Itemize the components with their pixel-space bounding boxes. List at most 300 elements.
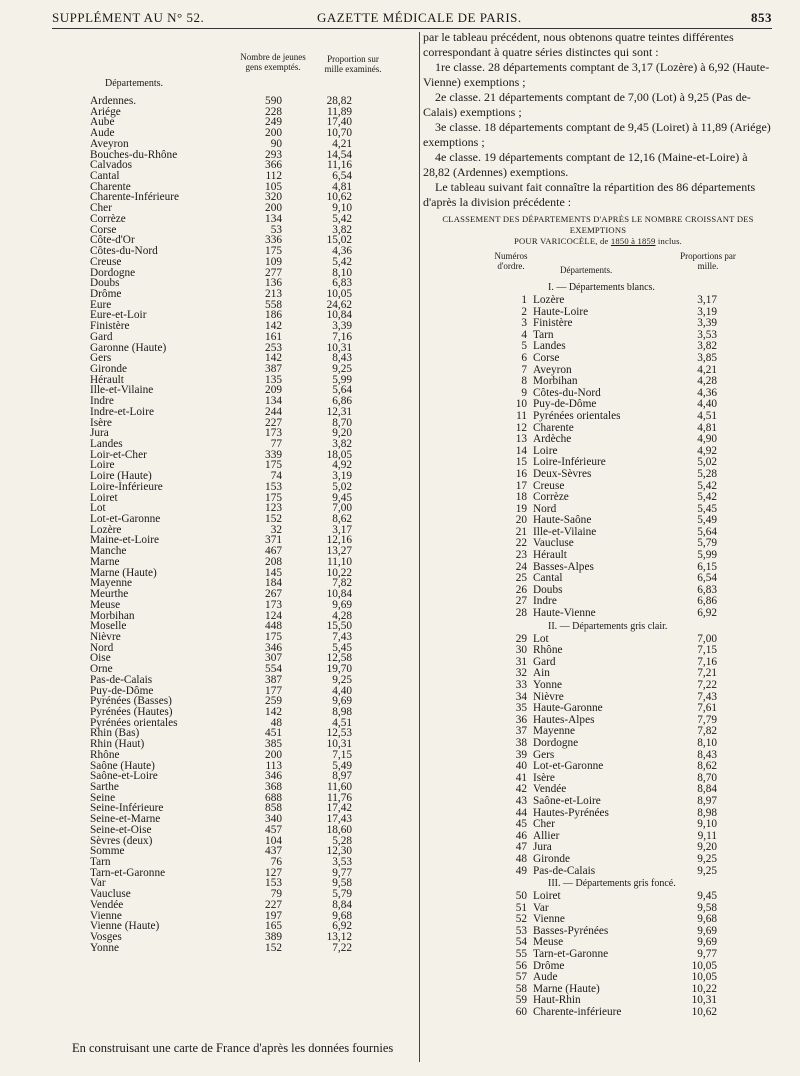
table-row [90, 546, 400, 557]
proportion-cell: 8,10 [697, 736, 717, 749]
proportion-cell: 9,69 [332, 598, 352, 611]
table-row [90, 621, 400, 632]
count-cell: 228 [265, 105, 282, 118]
count-cell: 105 [265, 180, 282, 193]
order-cell: 6 [521, 351, 527, 364]
proportion-cell: 7,16 [697, 655, 717, 668]
table-row [423, 562, 773, 574]
proportion-cell: 5,28 [697, 467, 717, 480]
department-cell: Doubs [533, 583, 563, 596]
proportion-cell: 10,31 [326, 738, 352, 751]
order-cell: 28 [515, 607, 527, 620]
table-row [90, 428, 400, 439]
table-row [90, 578, 400, 589]
count-cell: 688 [265, 791, 282, 804]
order-cell: 24 [515, 560, 527, 573]
proportion-cell: 7,43 [332, 630, 352, 643]
department-cell: Gard [90, 330, 113, 343]
ranking-departments-header: Départements. [560, 265, 613, 275]
table-row [90, 943, 400, 954]
summary-paragraph: Le tableau suivant fait connaître la répartition des 86 départements d'après la division précédente : [423, 180, 756, 209]
department-cell: Côte-d'Or [90, 234, 135, 247]
order-cell: 25 [515, 572, 527, 585]
proportion-cell: 6,54 [332, 170, 352, 183]
department-cell: Haute-Vienne [533, 607, 596, 620]
department-cell: Doubs [90, 277, 120, 290]
department-cell: Vendée [90, 898, 124, 911]
proportion-cell: 5,28 [332, 834, 352, 847]
proportion-cell: 5,79 [697, 537, 717, 550]
proportion-cell: 12,58 [326, 652, 352, 665]
department-cell: Eure-et-Loir [90, 309, 147, 322]
proportion-cell: 4,81 [697, 421, 717, 434]
proportion-cell: 11,76 [327, 791, 352, 804]
count-cell: 53 [270, 223, 282, 236]
table-row [423, 891, 773, 903]
department-cell: Loire [90, 459, 115, 472]
proportion-cell: 9,68 [332, 909, 352, 922]
table-row [90, 246, 400, 257]
proportion-cell: 4,51 [332, 716, 352, 729]
department-cell: Pas-de-Calais [90, 673, 153, 686]
proportion-cell: 11,89 [327, 105, 352, 118]
table-row [90, 750, 400, 761]
proportion-cell: 4,28 [332, 609, 352, 622]
proportion-cell: 9,69 [332, 695, 352, 708]
ranking-table-body [423, 281, 773, 1019]
count-cell: 208 [265, 555, 282, 568]
department-cell: Lozère [533, 294, 565, 306]
count-cell: 366 [265, 159, 282, 172]
table-row [423, 353, 773, 365]
proportion-cell: 5,49 [697, 514, 717, 527]
department-cell: Ariége [90, 105, 121, 118]
department-cell: Marne (Haute) [90, 566, 157, 579]
order-cell: 27 [515, 595, 527, 608]
count-cell: 346 [265, 641, 282, 654]
table-row [423, 668, 773, 680]
proportion-cell: 3,19 [332, 470, 352, 483]
table-row [90, 385, 400, 396]
proportion-cell: 24,62 [326, 298, 352, 311]
table-row [90, 878, 400, 889]
table-row [90, 771, 400, 782]
proportion-cell: 5,45 [697, 502, 717, 515]
department-cell: Vendée [533, 783, 567, 796]
count-cell: 123 [265, 502, 282, 515]
count-cell: 457 [265, 823, 282, 836]
proportion-cell: 8,84 [332, 898, 352, 911]
proportion-cell: 4,92 [697, 444, 717, 457]
proportion-cell: 8,62 [697, 760, 717, 773]
order-cell: 44 [515, 806, 527, 819]
department-cell: Côtes-du-Nord [533, 386, 601, 399]
count-cell: 175 [265, 491, 282, 504]
proportion-cell: 13,27 [326, 545, 352, 558]
table-row [423, 457, 773, 469]
department-cell: Vaucluse [90, 888, 131, 901]
proportion-cell: 9,11 [697, 829, 717, 842]
department-cell: Lot-et-Garonne [90, 513, 161, 526]
table-row [423, 1007, 773, 1019]
proportion-cell: 11,16 [327, 159, 352, 172]
order-cell: 37 [515, 725, 527, 738]
table-row [423, 596, 773, 608]
department-cell: Loiret [90, 491, 118, 504]
department-cell: Marne [90, 555, 120, 568]
department-cell: Vienne [90, 909, 122, 922]
department-cell: Tarn [533, 328, 554, 341]
table-row [423, 819, 773, 831]
department-cell: Côtes-du-Nord [90, 245, 158, 258]
department-cell: Isère [90, 416, 112, 429]
proportion-cell: 5,02 [697, 456, 717, 469]
department-cell: Vienne [533, 913, 565, 926]
department-cell: Oise [90, 652, 111, 665]
proportion-cell: 8,43 [332, 352, 352, 365]
count-cell: 165 [265, 920, 282, 933]
proportion-cell: 3,39 [697, 317, 717, 330]
intro-text [423, 30, 773, 210]
department-cell: Corse [90, 223, 117, 236]
proportion-cell: 6,54 [697, 572, 717, 585]
department-cell: Marne (Haute) [533, 982, 600, 995]
department-cell: Aude [90, 127, 115, 140]
proportion-cell: 4,81 [332, 180, 352, 193]
proportion-cell: 6,15 [697, 560, 717, 573]
proportion-cell: 7,15 [697, 644, 717, 657]
class-2-paragraph: 2e classe. 21 départements comptant de 7,00 (Lot) à 9,25 (Pas de-Calais) exemptions ; [423, 90, 751, 119]
department-cell: Ain [533, 667, 550, 680]
footer-text: En construisant une carte de France d'après les données fournies [72, 1041, 394, 1055]
department-cell: Calvados [90, 159, 133, 172]
proportion-cell: 4,40 [697, 398, 717, 411]
order-cell: 53 [515, 924, 527, 937]
department-cell: Dordogne [90, 266, 136, 279]
department-cell: Loire-Inférieure [533, 456, 606, 469]
count-cell: 134 [265, 212, 282, 225]
proportion-cell: 7,21 [697, 667, 717, 680]
proportion-cell: 17,40 [326, 116, 352, 129]
proportion-cell: 5,42 [697, 479, 717, 492]
proportion-cell: 5,64 [332, 384, 352, 397]
count-cell: 142 [265, 320, 282, 333]
department-cell: Creuse [533, 479, 565, 492]
table-row [423, 831, 773, 843]
proportion-cell: 3,17 [332, 523, 352, 536]
proportion-cell: 6,86 [332, 395, 352, 408]
count-cell: 173 [265, 427, 282, 440]
count-cell: 590 [265, 95, 282, 107]
department-cell: Creuse [90, 255, 122, 268]
department-cell: Loire (Haute) [90, 470, 152, 483]
proportion-cell: 7,43 [697, 690, 717, 703]
order-cell: 55 [515, 948, 527, 961]
proportion-cell: 7,82 [697, 725, 717, 738]
count-cell: 253 [265, 341, 282, 354]
proportion-cell: 4,36 [332, 245, 352, 258]
table-row [90, 332, 400, 343]
journal-title: GAZETTE MÉDICALE DE PARIS. [317, 10, 522, 25]
department-cell: Drôme [533, 959, 565, 972]
order-cell: 5 [521, 340, 527, 353]
proportion-cell: 8,98 [697, 806, 717, 819]
table-row [423, 657, 773, 669]
department-cell: Indre-et-Loire [90, 405, 154, 418]
department-cell: Rhône [90, 748, 120, 761]
table-row [423, 634, 773, 646]
number-column-header: Nombre de jeunes gens exemptés. [240, 52, 306, 72]
table-row [90, 868, 400, 879]
count-cell: 200 [265, 748, 282, 761]
table-row [90, 632, 400, 643]
department-cell: Seine-et-Oise [90, 823, 152, 836]
department-cell: Pyrénées (Hautes) [90, 705, 173, 718]
table-row [423, 330, 773, 342]
table-row [90, 310, 400, 321]
order-cell: 46 [515, 829, 527, 842]
department-cell: Var [90, 877, 106, 890]
table-row [90, 96, 400, 107]
proportion-cell: 9,77 [332, 866, 352, 879]
count-cell: 389 [265, 931, 282, 944]
proportion-cell: 10,84 [326, 309, 352, 322]
table-row [90, 343, 400, 354]
count-cell: 554 [265, 663, 282, 676]
department-cell: Cher [90, 202, 112, 215]
proportion-cell: 5,42 [332, 212, 352, 225]
proportion-cell: 9,25 [332, 673, 352, 686]
department-cell: Landes [533, 340, 566, 353]
table-row [90, 278, 400, 289]
table-row [423, 726, 773, 738]
table-row [90, 889, 400, 900]
order-cell: 41 [515, 771, 527, 784]
count-cell: 336 [265, 234, 282, 247]
order-cell: 52 [515, 913, 527, 926]
order-cell: 22 [515, 537, 527, 550]
caption-line-1: CLASSEMENT DES DÉPARTEMENTS D'APRÈS LE NOMBRE CROISSANT DES EXEMPTIONS [442, 214, 754, 235]
table-row [90, 107, 400, 118]
department-cell: Charente [90, 180, 131, 193]
order-cell: 56 [515, 959, 527, 972]
proportion-cell: 3,39 [332, 320, 352, 333]
proportion-cell: 3,53 [697, 328, 717, 341]
count-cell: 142 [265, 352, 282, 365]
table-row [90, 353, 400, 364]
proportion-cell: 5,49 [332, 759, 352, 772]
table-row [90, 418, 400, 429]
department-cell: Seine-et-Marne [90, 813, 161, 826]
right-column [423, 30, 773, 1019]
order-cell: 31 [515, 655, 527, 668]
department-cell: Ardennes. [90, 95, 137, 107]
order-cell: 13 [515, 433, 527, 446]
department-cell: Saône-et-Loire [533, 794, 601, 807]
proportion-cell: 17,43 [326, 813, 352, 826]
proportion-cell: 9,68 [697, 913, 717, 926]
order-cell: 30 [515, 644, 527, 657]
department-cell: Cantal [533, 572, 563, 585]
count-cell: 32 [270, 523, 282, 536]
table-row [90, 117, 400, 128]
table-row [423, 585, 773, 597]
department-cell: Lot [90, 502, 106, 515]
count-cell: 197 [265, 909, 282, 922]
exemption-table [90, 48, 400, 954]
table-row [90, 846, 400, 857]
count-cell: 371 [265, 534, 282, 547]
department-cell: Ille-et-Vilaine [533, 525, 597, 538]
table-row [423, 318, 773, 330]
department-cell: Charente-inférieure [533, 1006, 622, 1019]
order-cell: 40 [515, 760, 527, 773]
order-cell: 29 [515, 632, 527, 645]
department-cell: Morbihan [533, 375, 578, 388]
count-cell: 186 [265, 309, 282, 322]
class-3-paragraph: 3e classe. 18 départements comptant de 9,45 (Loiret) à 11,89 (Ariége) exemptions ; [423, 120, 771, 149]
proportion-cell: 4,36 [697, 386, 717, 399]
ranking-caption [423, 214, 773, 247]
proportion-cell: 5,99 [697, 549, 717, 562]
proportion-cell: 9,69 [697, 924, 717, 937]
table-row [90, 493, 400, 504]
table-row [90, 675, 400, 686]
count-cell: 90 [270, 137, 282, 150]
count-cell: 153 [265, 877, 282, 890]
exemption-table-body [90, 96, 400, 954]
order-cell: 12 [515, 421, 527, 434]
order-cell: 57 [515, 971, 527, 984]
order-cell: 51 [515, 901, 527, 914]
table-row [423, 411, 773, 423]
count-cell: 152 [265, 941, 282, 954]
proportion-cell: 8,10 [332, 266, 352, 279]
proportion-cell: 4,92 [332, 459, 352, 472]
table-row [90, 932, 400, 943]
order-cell: 20 [515, 514, 527, 527]
count-cell: 173 [265, 598, 282, 611]
count-cell: 76 [270, 856, 282, 869]
department-cell: Drôme [90, 287, 122, 300]
count-cell: 77 [270, 438, 282, 450]
table-row [423, 492, 773, 504]
table-row [90, 450, 400, 461]
order-cell: 47 [515, 841, 527, 854]
proportion-cell: 9,69 [697, 936, 717, 949]
table-row [90, 321, 400, 332]
count-cell: 340 [265, 813, 282, 826]
proportion-cell: 9,20 [697, 841, 717, 854]
department-cell: Deux-Sèvres [533, 467, 592, 480]
count-cell: 104 [265, 834, 282, 847]
count-cell: 227 [265, 898, 282, 911]
department-cell: Eure [90, 298, 112, 311]
department-cell: Charente-Inférieure [90, 191, 180, 204]
proportion-cell: 17,42 [326, 802, 352, 815]
supplement-label: SUPPLÉMENT AU N° 52. [52, 10, 205, 25]
table-row [423, 481, 773, 493]
header-rule [52, 28, 772, 29]
department-cell: Corrèze [90, 212, 126, 225]
department-cell: Nièvre [533, 690, 564, 703]
order-cell: 9 [521, 386, 527, 399]
department-cell: Hautes-Pyrénées [533, 806, 609, 819]
count-cell: 134 [265, 395, 282, 408]
department-cell: Gers [533, 748, 555, 761]
count-cell: 135 [265, 373, 282, 386]
count-cell: 385 [265, 738, 282, 751]
order-cell: 36 [515, 713, 527, 726]
class-1-paragraph: 1re classe. 28 départements comptant de 3,17 (Lozère) à 6,92 (Haute-Vienne) exemptions ; [423, 60, 770, 89]
count-cell: 142 [265, 705, 282, 718]
department-cell: Allier [533, 829, 560, 842]
proportion-cell: 5,79 [332, 888, 352, 901]
count-cell: 79 [270, 888, 282, 901]
order-cell: 58 [515, 982, 527, 995]
order-cell: 1 [521, 294, 527, 306]
proportion-cell: 5,42 [332, 255, 352, 268]
department-cell: Puy-de-Dôme [90, 684, 154, 697]
department-cell: Maine-et-Loire [90, 534, 160, 547]
proportion-cell: 6,83 [697, 583, 717, 596]
table-row [423, 341, 773, 353]
department-cell: Corse [533, 351, 560, 364]
department-cell: Seine-Inférieure [90, 802, 164, 815]
proportion-cell: 7,15 [332, 748, 352, 761]
proportion-cell: 9,10 [332, 202, 352, 215]
order-cell: 10 [515, 398, 527, 411]
department-cell: Nord [533, 502, 557, 515]
proportion-cell: 8,70 [697, 771, 717, 784]
proportion-cell: 5,42 [697, 491, 717, 504]
department-cell: Tarn-et-Garonne [533, 948, 609, 961]
proportion-cell: 9,58 [332, 877, 352, 890]
proportion-column-header: Proportion sur mille examinés. [324, 54, 382, 74]
table-row [423, 469, 773, 481]
table-row [423, 608, 773, 620]
proportion-cell: 11,60 [327, 781, 352, 793]
proportion-cell: 10,22 [691, 982, 717, 995]
count-cell: 209 [265, 384, 282, 397]
proportion-cell: 9,45 [332, 491, 352, 504]
count-cell: 368 [265, 781, 282, 793]
table-row [90, 150, 400, 161]
order-cell: 8 [521, 375, 527, 388]
department-cell: Basses-Alpes [533, 560, 594, 573]
order-cell: 14 [515, 444, 527, 457]
intro-paragraph: par le tableau précédent, nous obtenons quatre teintes différentes correspondant à quatre séries distinctes qui sont : [423, 30, 734, 59]
exemption-table-header [90, 48, 400, 96]
count-cell: 124 [265, 609, 282, 622]
proportion-cell: 9,10 [697, 818, 717, 831]
order-cell: 59 [515, 994, 527, 1007]
order-cell: 35 [515, 702, 527, 715]
proportion-cell: 15,02 [326, 234, 352, 247]
department-cell: Aveyron [90, 137, 129, 150]
department-cell: Haute-Loire [533, 305, 589, 318]
column-divider [419, 32, 420, 1062]
department-cell: Rhône [533, 644, 563, 657]
count-cell: 175 [265, 459, 282, 472]
table-row [90, 364, 400, 375]
order-cell: 2 [521, 305, 527, 318]
proportion-cell: 6,83 [332, 277, 352, 290]
proportion-cell: 8,97 [332, 770, 352, 783]
table-row [90, 900, 400, 911]
department-cell: Cantal [90, 170, 120, 183]
department-cell: Morbihan [90, 609, 135, 622]
